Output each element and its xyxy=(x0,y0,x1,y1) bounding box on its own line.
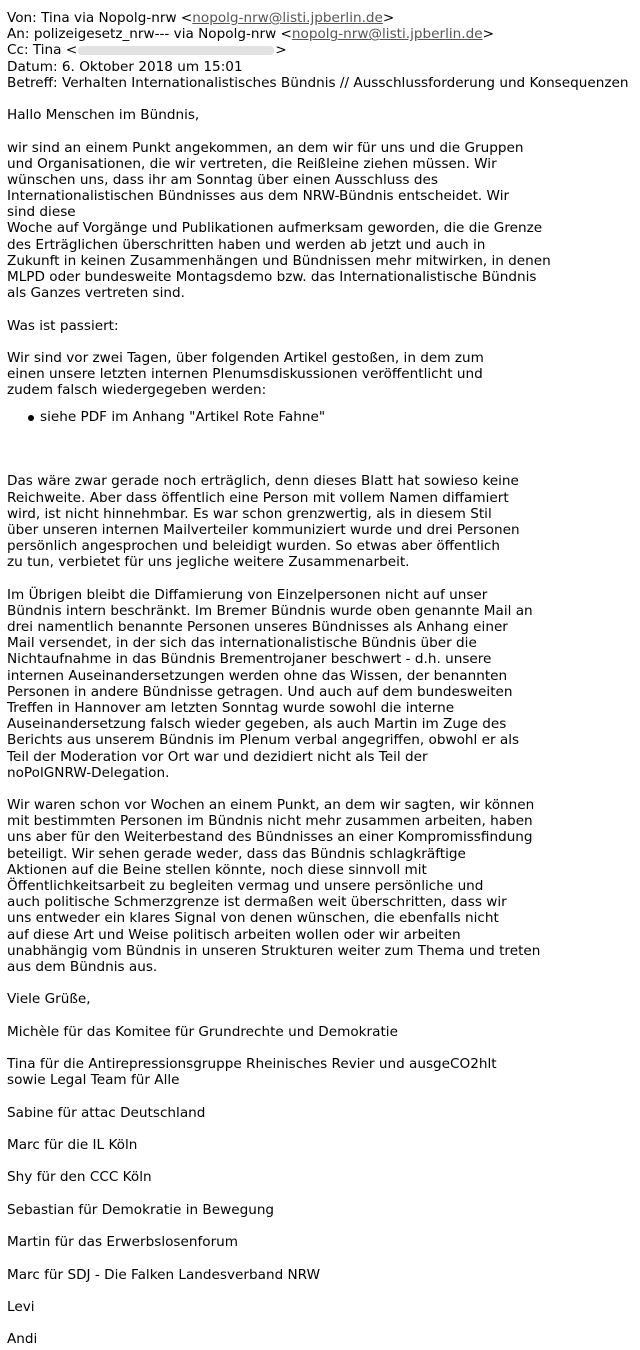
from-line: Von: Tina via Nopolg-nrw <nopolg-nrw@listi.jpberlin.de> xyxy=(7,10,395,26)
signature-line: Shy für den CCC Köln xyxy=(7,1169,152,1186)
subject-value: Verhalten Internationalistisches Bündnis // Ausschlussforderung und Konsequenzen xyxy=(61,74,629,91)
text-line: Woche auf Vorgänge und Publikationen aufmerksam geworden, die die Grenze xyxy=(7,220,543,237)
text-line: Reichweite. Aber dass öffentlich eine Person mit vollem Namen diffamiert xyxy=(7,489,509,506)
text-line: Wir sind vor zwei Tagen, über folgenden Artikel gestoßen, in dem zum xyxy=(7,349,484,366)
cc-name: Tina xyxy=(32,42,62,59)
text-line: Das wäre zwar gerade noch erträglich, denn dieses Blatt hat sowieso keine xyxy=(7,473,519,490)
text-line: beteiligt. Wir sehen gerade weder, dass das Bündnis schlagkräftige xyxy=(7,845,466,862)
text-line: uns aber für den Weiterbestand des Bündnisses an einer Kompromissfindung xyxy=(7,829,533,846)
text-line: über unseren internen Mailverteiler kommuniziert wurde und drei Personen xyxy=(7,521,520,538)
signature-line: Michèle für das Komitee für Grundrechte und Demokratie xyxy=(7,1023,398,1040)
signature-line: Sebastian für Demokratie in Bewegung xyxy=(7,1201,275,1218)
text-line: wird, ist nicht hinnehmbar. Es war schon grenzwertig, als in diesem Stil xyxy=(7,505,492,522)
text-line: des Erträglichen überschritten haben und werden ab jetzt und auch in xyxy=(7,236,486,253)
text-line: Mail versendet, in der sich das internationalistische Bündnis über die xyxy=(7,635,477,652)
text-line: Zukunft in keinen Zusammenhängen und Bündnissen mehr mitwirken, in denen xyxy=(7,252,551,269)
text-line: mit bestimmten Personen im Bündnis nicht mehr zusammen arbeiten, haben xyxy=(7,813,533,830)
signature-line: Marc für die IL Köln xyxy=(7,1137,138,1154)
text-line: Teil der Moderation vor Ort war und dezidiert nicht als Teil der xyxy=(7,748,428,765)
signature-block xyxy=(7,1267,640,1283)
subject-label: Betreff: xyxy=(7,74,58,91)
signature-line: sowie Legal Team für Alle xyxy=(7,1072,180,1089)
from-name: Tina via Nopolg-nrw xyxy=(41,10,177,26)
signatures xyxy=(7,1024,640,1348)
date-value: 6. Oktober 2018 um 15:01 xyxy=(61,58,243,75)
text-line: uns entweder ein klares Signal von denen wünschen, die ebenfalls nicht xyxy=(7,910,499,927)
text-line: auf diese Art und Weise politisch arbeiten wollen oder wir arbeiten xyxy=(7,926,461,943)
text-line: wünschen uns, dass ihr am Sonntag über einen Ausschluss des xyxy=(7,171,438,188)
list-item xyxy=(40,409,640,425)
text-line: Treffen in Hannover am letzten Sonntag wurde sowohl die interne xyxy=(7,699,455,716)
text-line: und Organisationen, die wir vertreten, die Reißleine ziehen müssen. Wir xyxy=(7,155,497,172)
signature-block xyxy=(7,1234,640,1250)
text-line: auch politische Schmerzgrenze ist dermaßen weit überschritten, dass wir xyxy=(7,894,507,911)
closing-line: Viele Grüße, xyxy=(7,991,91,1008)
signature-block xyxy=(7,1299,640,1315)
date-line xyxy=(7,59,640,75)
to-label: An: xyxy=(7,26,30,43)
signature-block xyxy=(7,1202,640,1218)
email-header xyxy=(7,10,640,91)
text-line: Wir waren schon vor Wochen an einem Punkt, an dem wir sagten, wir können xyxy=(7,797,535,814)
greeting: Hallo Menschen im Bündnis, xyxy=(7,107,200,124)
text-line: Auseinandersetzung falsch wieder gegeben, als auch Martin im Zuge des xyxy=(7,716,507,733)
paragraph-3 xyxy=(7,473,640,570)
text-line: zudem falsch wiedergegeben werden: xyxy=(7,382,267,399)
text-line: Personen in andere Bündnisse getragen. Und auch auf dem bundesweiten xyxy=(7,683,513,700)
signature-block xyxy=(7,1056,640,1088)
text-line: Bündnis intern beschränkt. Im Bremer Bündnis wurde oben genannte Mail an xyxy=(7,602,533,619)
from-email-link[interactable]: nopolg-nrw@listi.jpberlin.de xyxy=(192,10,383,26)
from-label: Von: xyxy=(7,10,37,26)
to-email-link[interactable]: nopolg-nrw@listi.jpberlin.de xyxy=(291,26,483,43)
paragraph-5 xyxy=(7,797,640,975)
redacted-email xyxy=(78,46,274,55)
text-line: Öffentlichkeitsarbeit zu begleiten vermag und unsere persönliche und xyxy=(7,878,484,894)
text-line: unabhängig vom Bündnis in unseren Strukturen weiter zum Thema und treten xyxy=(7,942,541,959)
text-line: Im Übrigen bleibt die Diffamierung von Einzelpersonen nicht auf unser xyxy=(7,586,488,603)
text-line: wir sind an einem Punkt angekommen, an dem wir für uns und die Gruppen xyxy=(7,139,524,156)
signature-line: Andi xyxy=(7,1331,38,1348)
signature-line: Levi xyxy=(7,1298,35,1315)
text-line: aus dem Bündnis aus. xyxy=(7,958,158,975)
signature-block xyxy=(7,1331,640,1347)
subject-line xyxy=(7,75,640,91)
attachment-list xyxy=(7,409,640,425)
text-line: noPolGNRW-Delegation. xyxy=(7,764,170,781)
signature-block xyxy=(7,1137,640,1153)
paragraph-1 xyxy=(7,140,640,302)
text-line: einen unsere letzten internen Plenumsdiskussionen veröffentlicht und xyxy=(7,366,483,383)
signature-line: Martin für das Erwerbslosenforum xyxy=(7,1234,239,1251)
text-line: Berichts aus unserem Bündnis im Plenum verbal angegriffen, obwohl er als xyxy=(7,732,520,749)
signature-block xyxy=(7,1024,640,1040)
signature-line: Marc für SDJ - Die Falken Landesverband NRW xyxy=(7,1266,321,1283)
paragraph-2 xyxy=(7,350,640,399)
question-line: Was ist passiert: xyxy=(7,317,119,334)
to-name: polizeigesetz_nrw--- via Nopolg-nrw xyxy=(33,26,277,43)
text-line: MLPD oder bundesweite Montagsdemo bzw. das Internationalistische Bündnis xyxy=(7,269,537,286)
signature-line: Tina für die Antirepressionsgruppe Rheinisches Revier und ausgeCO2hlt xyxy=(7,1056,497,1073)
text-line: persönlich angesprochen und beleidigt wurden. So etwas aber öffentlich xyxy=(7,538,500,555)
cc-label: Cc: xyxy=(7,42,29,59)
text-line: internen Auseinandersetzungen werden ohne das Wissen, der benannten xyxy=(7,667,508,684)
bullet-icon xyxy=(28,415,34,421)
text-line: als Ganzes vertreten sind. xyxy=(7,285,185,302)
text-line: Aktionen auf die Beine stellen könnte, noch diese sinnvoll mit xyxy=(7,861,427,878)
text-line: zu tun, verbietet für uns jegliche weitere Zusammenarbeit. xyxy=(7,554,410,571)
text-line: Nichtaufnahme in das Bündnis Brementrojaner beschwert - d.h. unsere xyxy=(7,651,492,668)
text-line: drei namentlich benannte Personen unseres Bündnisses als Anhang einer xyxy=(7,619,508,635)
signature-block xyxy=(7,1169,640,1185)
list-item-text: siehe PDF im Anhang "Artikel Rote Fahne" xyxy=(40,408,326,425)
to-line: An: polizeigesetz_nrw--- via Nopolg-nrw <nopolg-nrw@listi.jpberlin.de> xyxy=(7,26,494,43)
paragraph-4 xyxy=(7,587,640,781)
cc-line: Cc: Tina < > xyxy=(7,42,287,59)
text-line: Internationalistischen Bündnisses aus dem NRW-Bündnis entscheidet. Wir xyxy=(7,188,510,205)
signature-line: Sabine für attac Deutschland xyxy=(7,1104,206,1121)
text-line: sind diese xyxy=(7,204,76,221)
date-label: Datum: xyxy=(7,58,58,75)
signature-block xyxy=(7,1105,640,1121)
